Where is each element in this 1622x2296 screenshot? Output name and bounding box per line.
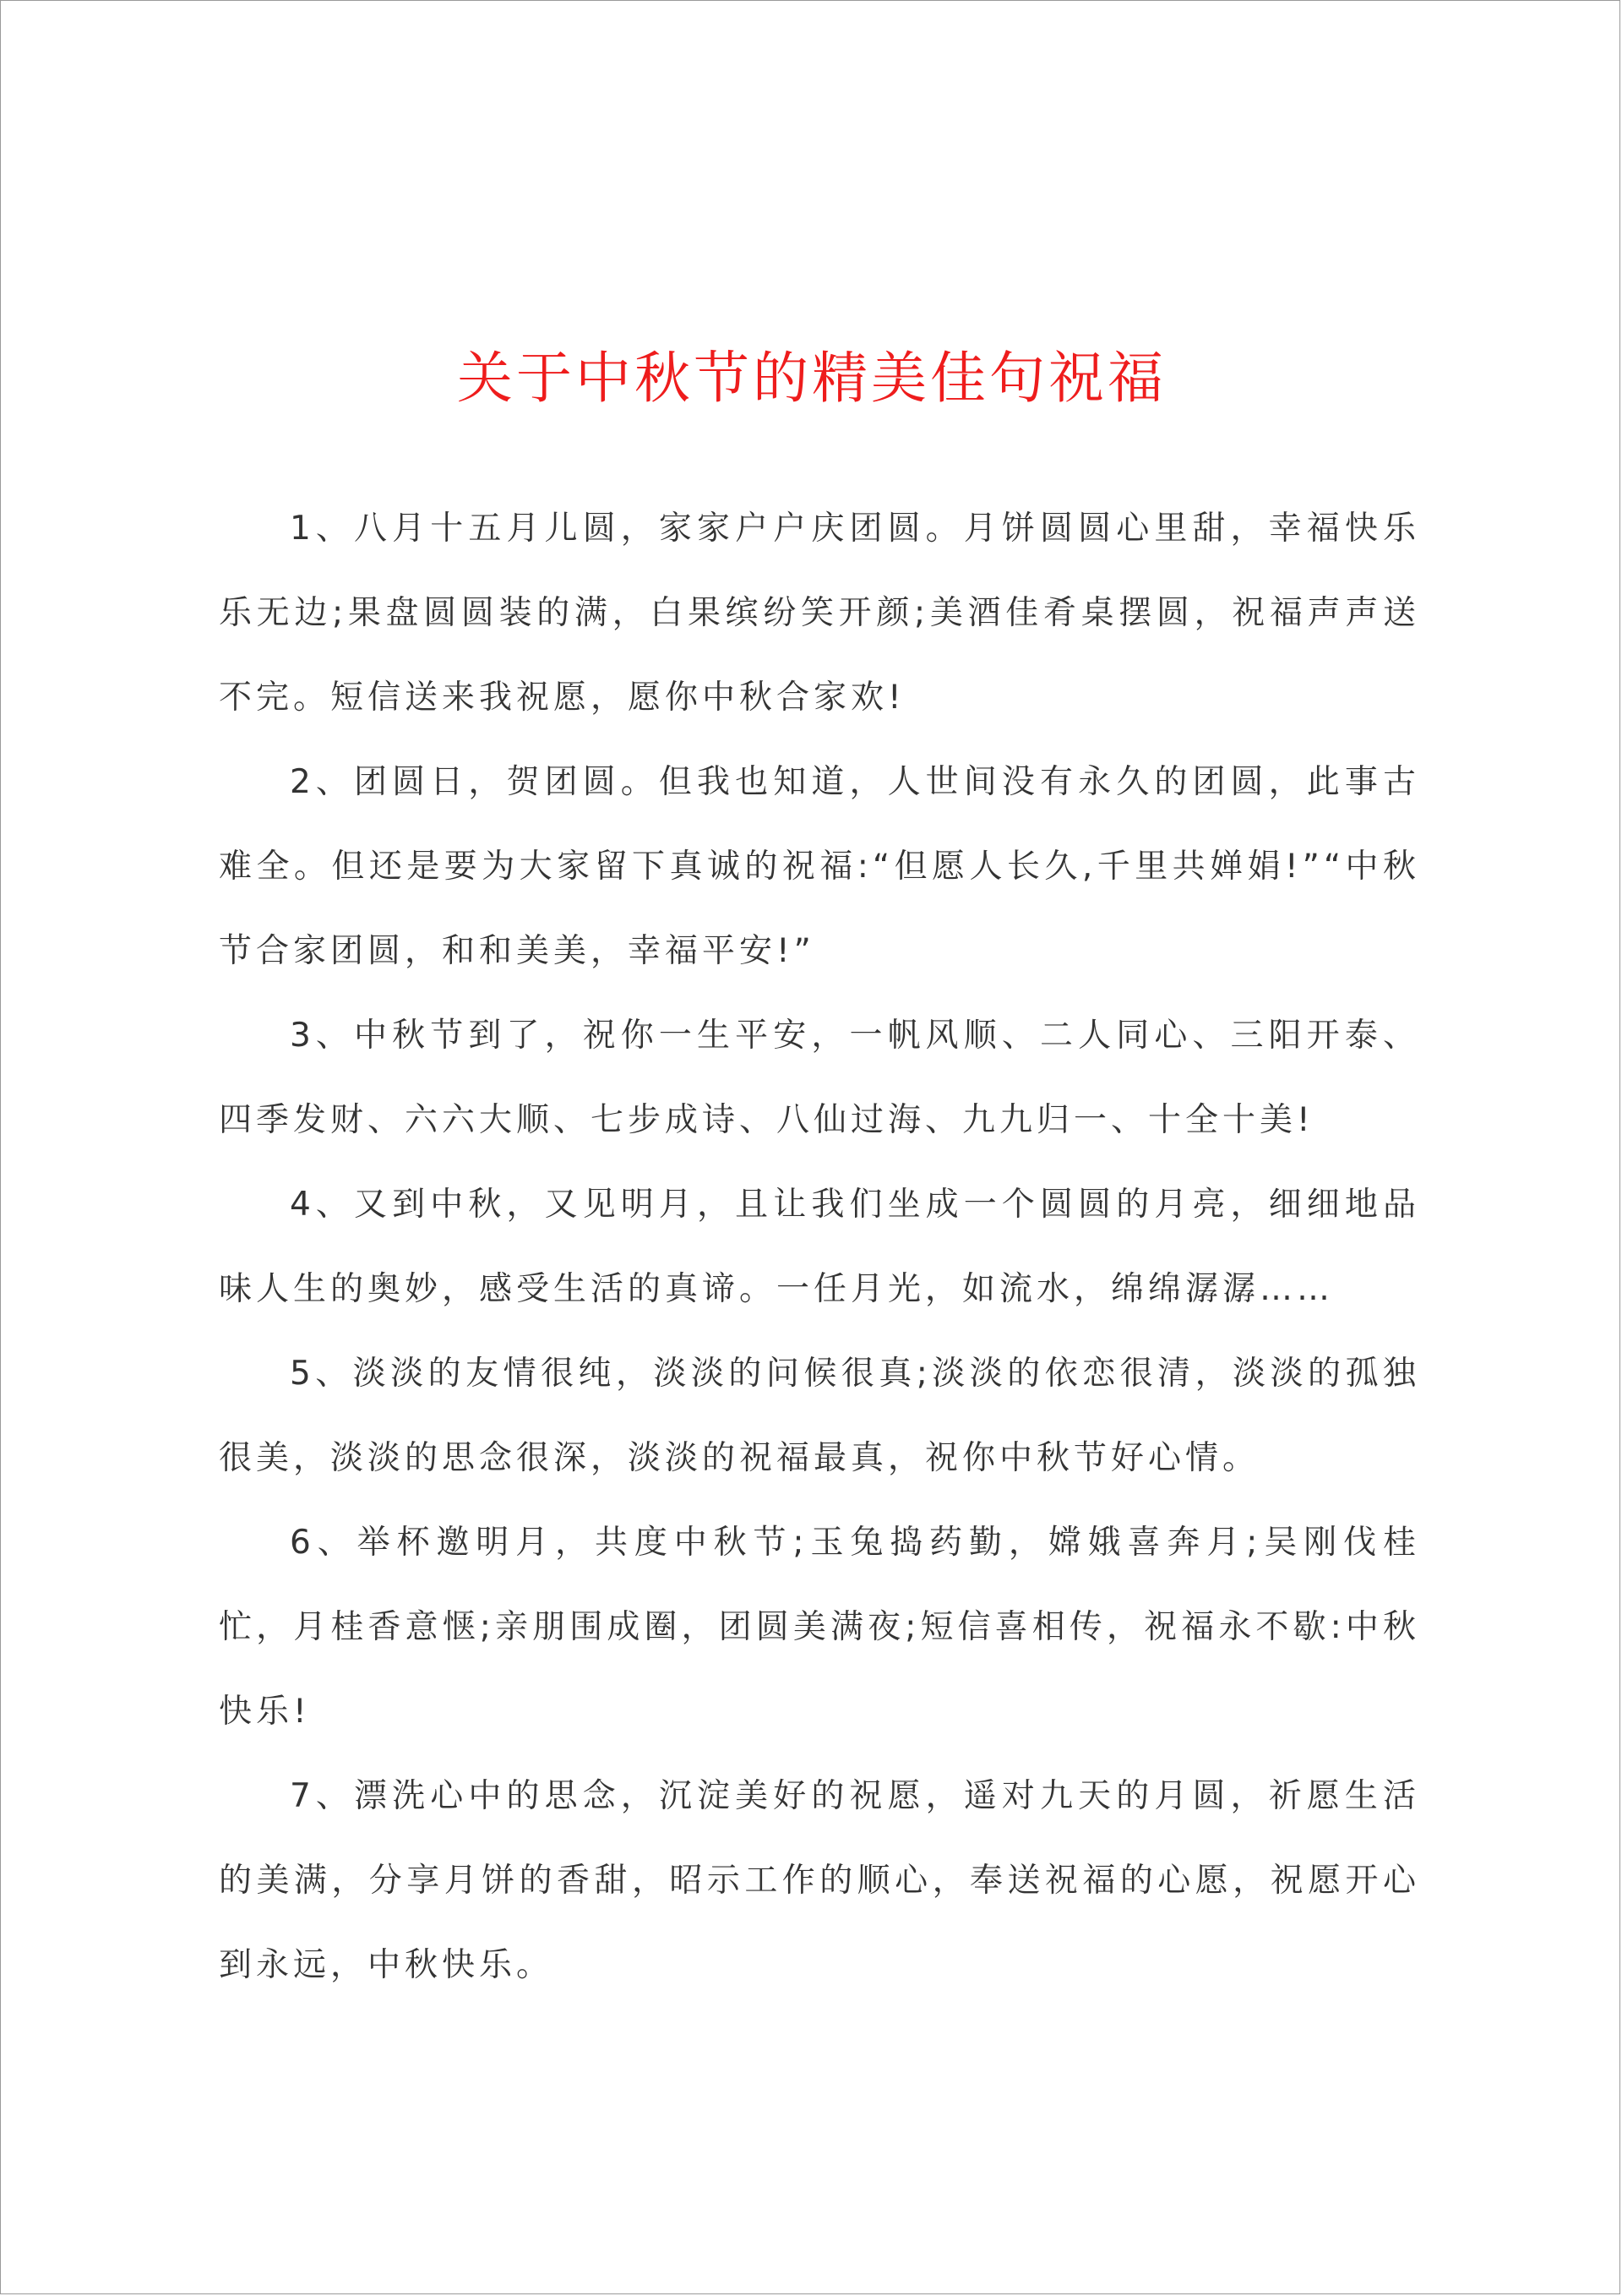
document-title: 关于中秋节的精美佳句祝福 (457, 346, 1167, 411)
paragraph-6: 6、举杯邀明月，共度中秋节;玉兔捣药勤，嫦娥喜奔月;吴刚伐桂忙，月桂香意惬;亲朋围成圈，团圆美满夜;短信喜相传，祝福永不歇:中秋快乐! (219, 1524, 1420, 1731)
paragraph-5: 5、淡淡的友情很纯，淡淡的问候很真;淡淡的依恋很清，淡淡的孤独很美，淡淡的思念很深，淡淡的祝福最真，祝你中秋节好心情。 (219, 1355, 1420, 1477)
paragraph-1: 1、八月十五月儿圆，家家户户庆团圆。月饼圆圆心里甜，幸福快乐乐无边;果盘圆圆装的满，白果缤纷笑开颜;美酒佳肴桌摆圆，祝福声声送不完。短信送来我祝愿，愿你中秋合家欢! (219, 510, 1420, 717)
document-body (219, 487, 1420, 2008)
paragraph-7: 7、漂洗心中的思念，沉淀美好的祝愿，遥对九天的月圆，祈愿生活的美满，分享月饼的香甜，昭示工作的顺心，奉送祝福的心愿，祝愿开心到永远，中秋快乐。 (219, 1777, 1420, 1984)
paragraph-4: 4、又到中秋，又见明月，且让我们坐成一个圆圆的月亮，细细地品味人生的奥妙，感受生活的真谛。一任月光，如流水，绵绵潺潺…… (219, 1186, 1420, 1308)
paragraph-3: 3、中秋节到了，祝你一生平安，一帆风顺、二人同心、三阳开泰、四季发财、六六大顺、七步成诗、八仙过海、九九归一、十全十美! (219, 1017, 1420, 1139)
paragraph-2: 2、团圆日，贺团圆。但我也知道，人世间没有永久的团圆，此事古难全。但还是要为大家留下真诚的祝福:“但愿人长久,千里共婵娟!”“中秋节合家团圆，和和美美，幸福平安!” (219, 763, 1420, 970)
